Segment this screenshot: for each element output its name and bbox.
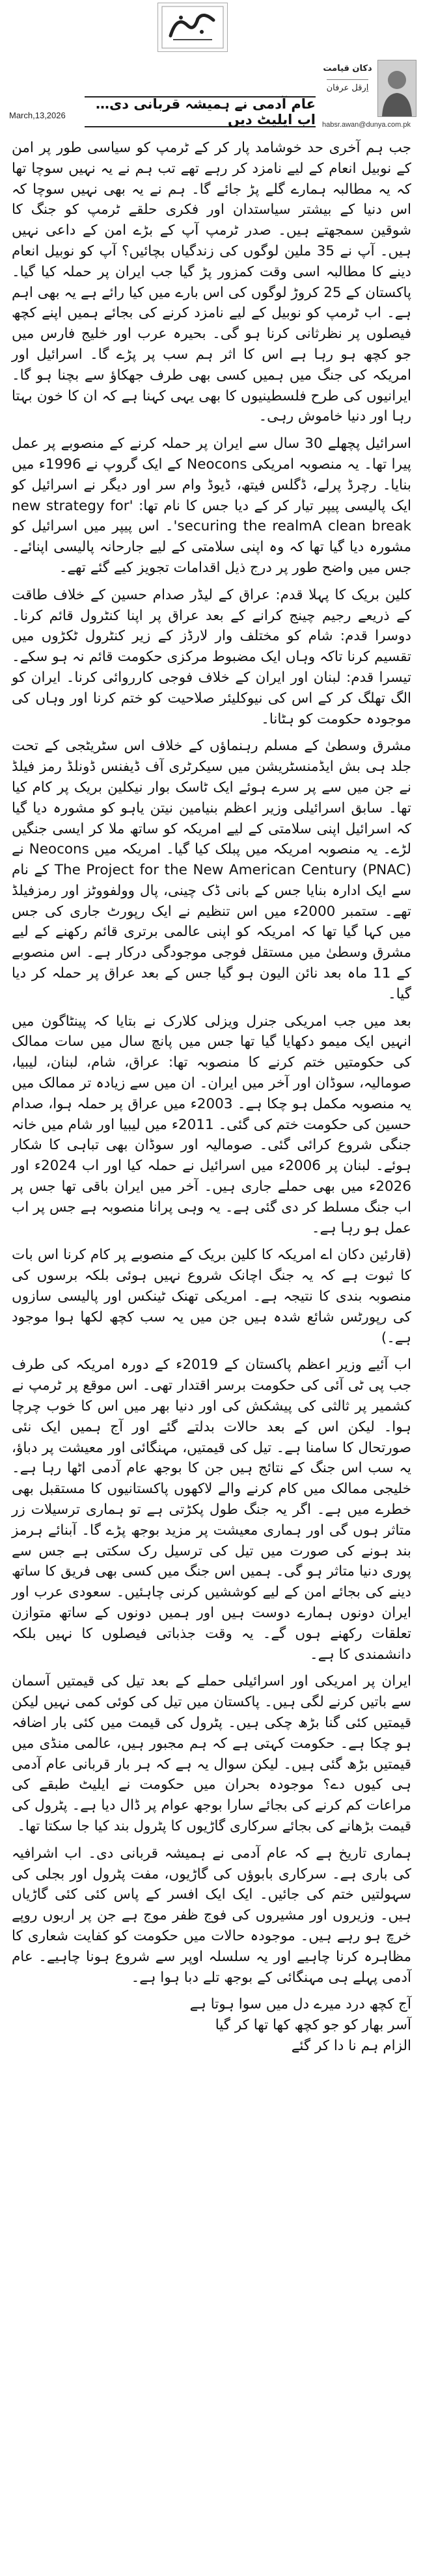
author-email: habsr.awan@dunya.com.pk [322, 121, 411, 129]
dunya-logo-icon [157, 3, 228, 52]
closing-verse-line: آسر بھار کو جو کچھ کھا تھا کر گیا [215, 2017, 411, 2034]
logo-graphic [161, 6, 224, 49]
closing-verse-line: الزام ہم نا دا کر گئے [291, 2037, 411, 2054]
masthead [0, 0, 423, 56]
article-paragraph: جب ہم آخری حد خوشامد پار کر کے ٹرمپ کو سیاسی طور پر امن کے نوبیل انعام کے لیے نامزد کر رہے تھے تب ہم نے یہ نہیں سوچا تھا کہ یہ مطالبہ ہمارے گلے پڑ جائے گا۔ ہم نے یہ بھی نہیں سوچا کہ اس دنیا کے بیشتر سیاستدان اور فکری حلقے ٹرمپ کو جنگ کا شوقین سمجھتے ہیں۔ صدر ٹرمپ آپ کے بڑے امن کے داعی نہیں ہیں۔ آپ نے 35 ملین لوگوں کی زندگیاں بچائیں؟ آپ کو نوبیل انعام دینے کا مطالبہ اسی وقت کمزور پڑ گیا جب ایران پر حملہ کیا گیا۔ پاکستان کے 25 کروڑ لوگوں کی اس بارے میں کیا رائے ہے یہ بھی اہم ہے۔ اب ٹرمپ کو نوبیل کے لیے نامزد کرنے کی بجائے ہمیں اپنے کچھ فیصلوں پر نظرثانی کرنا ہو گی۔ بحیرہ عرب اور خلیج فارس میں جو کچھ ہو رہا ہے اس کا اثر ہم سب پر پڑے گا۔ اسرائیل اور امریکہ کی جنگ میں ہمیں کسی بھی طرف جھکاؤ سے بچنا ہو گا۔ ایرانیوں کی طرح فلسطینیوں کا بھی یہی کہنا ہے کہ ان کا خون بہتا رہا اور دنیا خاموش رہی۔ [12, 140, 411, 425]
author-box [319, 60, 416, 131]
article-paragraph: ایران پر امریکی اور اسرائیلی حملے کے بعد تیل کی قیمتیں آسمان سے باتیں کرنے لگی ہیں۔ پاکستان میں تیل کی کوئی کمی نہیں لیکن قیمتیں کئی گنا بڑھ چکی ہیں۔ پٹرول کی قیمت میں کئی بار اضافہ ہو چکا ہے۔ حکومت کہتی ہے کہ ہم مجبور ہیں، عالمی منڈی میں قیمتیں بڑھ گئی ہیں۔ لیکن سوال یہ ہے کہ ہر بار قربانی عام آدمی ہی کیوں دے؟ موجودہ بحران میں حکومت نے ایلیٹ طبقے کی مراعات کم کرنے کی بجائے سارا بوجھ عوام پر ڈال دیا ہے۔ پٹرول کی قیمت بڑھانے کی بجائے سرکاری گاڑیوں کا پٹرول بند کیا جا سکتا تھا۔ [12, 1673, 411, 1834]
article-paragraph: ہماری تاریخ ہے کہ عام آدمی نے ہمیشہ قربانی دی۔ اب اشرافیہ کی باری ہے۔ سرکاری بابوؤں کی گاڑیوں، مفت پٹرول اور بجلی کی سہولتیں ختم کی جائیں۔ ایک ایک افسر کے پاس کئی کئی گاڑیاں ہیں۔ وزیروں اور مشیروں کی فوج ظفر موج ہے جن پر اربوں روپے خرچ ہو رہے ہیں۔ موجودہ حالات میں حکومت کو کفایت شعاری کا مظاہرہ کرنا چاہیے اور یہ سلسلہ اوپر سے شروع ہونا چاہیے۔ عام آدمی پہلے ہی مہنگائی کے بوجھ تلے دبا ہوا ہے۔ [12, 1845, 411, 1986]
article-paragraph: اب آئیے وزیر اعظم پاکستان کے 2019ء کے دورہ امریکہ کی طرف جب پی ٹی آئی کی حکومت برسر اقتدار تھی۔ اس موقع پر ٹرمپ نے کشمیر پر ثالثی کی پیشکش کی اور دنیا بھر میں اس کا خوب چرچا ہوا۔ لیکن اس کے بعد حالات بدلتے گئے اور آج ہمیں ایک نئی صورتحال کا سامنا ہے۔ تیل کی قیمتیں، مہنگائی اور معیشت پر دباؤ، یہ سب اس جنگ کے نتائج ہیں جن کا بوجھ عام آدمی اٹھا رہا ہے۔ خلیجی ممالک میں کام کرنے والے لاکھوں پاکستانیوں کا مستقبل بھی خطرے میں ہے۔ اگر یہ جنگ طول پکڑتی ہے تو ہماری ترسیلات زر متاثر ہوں گی اور ہماری معیشت پر مزید بوجھ پڑے گا۔ آبنائے ہرمز بند ہونے کی صورت میں تیل کی ترسیل رک سکتی ہے جس سے پوری دنیا متاثر ہو گی۔ ہمیں اس جنگ میں کسی بھی فریق کا ساتھ دینے کی بجائے امن کے لیے کوششیں کرنی چاہئیں۔ سعودی عرب اور ایران دونوں ہمارے دوست ہیں اور ہمیں دونوں کے ساتھ متوازن تعلقات رکھنے ہوں گے۔ یہ وقت جذباتی فیصلوں کا نہیں بلکہ دانشمندی کا ہے۔ [12, 1357, 412, 1663]
author-photo [377, 60, 416, 117]
article-paragraph: بعد میں جب امریکی جنرل ویزلی کلارک نے بتایا کہ پینٹاگون میں انہیں ایک میمو دکھایا گیا تھا جس میں پانچ سال میں سات ممالک کی حکومتیں ختم کرنے کا منصوبہ تھا: عراق، شام، لبنان، لیبیا، صومالیہ، سوڈان اور آخر میں ایران۔ ان میں سے زیادہ تر ممالک میں یہ منصوبہ مکمل ہو چکا ہے۔ 2003ء میں عراق پر حملہ ہوا، صدام حسین کی حکومت ختم کی گئی۔ 2011ء میں لیبیا اور شام میں خانہ جنگی شروع کرائی گئی۔ صومالیہ اور سوڈان بھی تباہی کا شکار ہوئے۔ لبنان پر 2006ء میں اسرائیل نے حملہ کیا اور اب 2024ء اور 2026ء میں بھی حملے جاری ہیں۔ آخر میں ایران باقی تھا جس پر اب جنگ مسلط کر دی گئی ہے۔ یہ وہی پرانا منصوبہ ہے جس پر اب عمل ہو رہا ہے۔ [12, 1013, 411, 1236]
article-headline: عام آدمی نے ہمیشہ قربانی دی… اب ایلیٹ دیں [85, 96, 316, 127]
publish-date: March,13,2026 [9, 111, 66, 120]
column-name: دکان قیامت [323, 64, 372, 73]
article-paragraph: مشرق وسطیٰ کے مسلم رہنماؤں کے خلاف اس سٹریٹجی کے تحت جلد ہی بش ایڈمنسٹریشن میں سیکرٹری آف ڈیفنس ڈونلڈ رمز فیلڈ نے جن میں سے پر سرے ہوئے ایک ٹاسک بوار نیکلین بریک پر کام کیا تھا۔ سابق اسرائیلی وزیر اعظم بنیامین نیتن یاہو کو مشورہ دیا گیا کہ اسرائیل اپنی سلامتی کے لیے امریکہ کو ساتھ ملا کر ایسی جنگیں لڑے۔ یہ منصوبہ امریکہ میں پبلک کیا گیا۔ امریکہ میں Neocons نے The Project for the New American Century (PNAC) کے نام سے ایک ادارہ بنایا جس کے بانی ڈک چینی، پال وولفووٹز اور رمزفیلڈ تھے۔ ستمبر 2000ء میں اس تنظیم نے ایک رپورٹ جاری کی جس میں کہا گیا تھا کہ امریکہ کو اپنی عالمی برتری قائم رکھنے کے لیے مشرق وسطیٰ میں مستقل فوجی موجودگی درکار ہے۔ اس منصوبے کے 11 ماہ بعد نائن الیون ہو گیا جس کے بعد عراق پر حملہ کر دیا گیا۔ [12, 738, 411, 1002]
article-paragraph: اسرائیل پچھلے 30 سال سے ایران پر حملہ کرنے کے منصوبے پر عمل پیرا تھا۔ یہ منصوبہ امریکی Neocons کے ایک گروپ نے 1996ء میں بنایا۔ رچرڈ پرلے، ڈگلس فیتھ، ڈیوڈ وام سر اور دیگر نے اسرائیل کو ایک پالیسی پیپر تیار کر کے دیا جس کا نام تھا: 'new strategy for securing the realmA clean break'۔ اس پیپر میں اسرائیل کو مشورہ دیا گیا تھا کہ وہ اپنی سلامتی کے لیے جارحانہ پالیسی اپنائے۔ جس میں واضح طور پر درج ذیل اقدامات تجویز کیے گئے تھے۔ [12, 436, 412, 576]
author-name: اِرقل عرفان [321, 79, 374, 93]
author-portrait-icon [378, 60, 416, 116]
article-paragraph: (قارئین دکان اے امریکہ کا کلین بریک کے منصوبے پر کام کرنا اس بات کا ثبوت ہے کہ یہ جنگ اچانک شروع نہیں ہوئی بلکہ برسوں کی منصوبہ بندی کا نتیجہ ہے۔ امریکی تھنک ٹینکس اور پالیسی سازوں کی رپورٹس شائع شدہ ہیں جن میں یہ سب کچھ لکھا ہوا موجود ہے۔) [12, 1247, 411, 1346]
article-body [12, 138, 411, 2057]
closing-verse-line: آج کچھ درد میرے دل میں سوا ہوتا ہے [189, 1996, 411, 2013]
article-paragraph: کلین بریک کا پہلا قدم: عراق کے لیڈر صدام حسین کے خلاف طاقت کے ذریعے رجیم چینج کرانے کے بعد عراق پر اپنا کنٹرول قائم کرنا۔ دوسرا قدم: شام کو مختلف وار لارڈز کے زیر کنٹرول ٹکڑوں میں تقسیم کرنا تاکہ وہاں ایک مضبوط مرکزی حکومت قائم نہ ہو سکے۔ تیسرا قدم: لبنان اور ایران کے خلاف فوجی کارروائی کرنا۔ ایران کو الگ تھلگ کر کے اس کی نیوکلیئر صلاحیت کو ختم کرنا اور وہاں کی موجودہ حکومت کو ہٹانا۔ [12, 586, 411, 727]
